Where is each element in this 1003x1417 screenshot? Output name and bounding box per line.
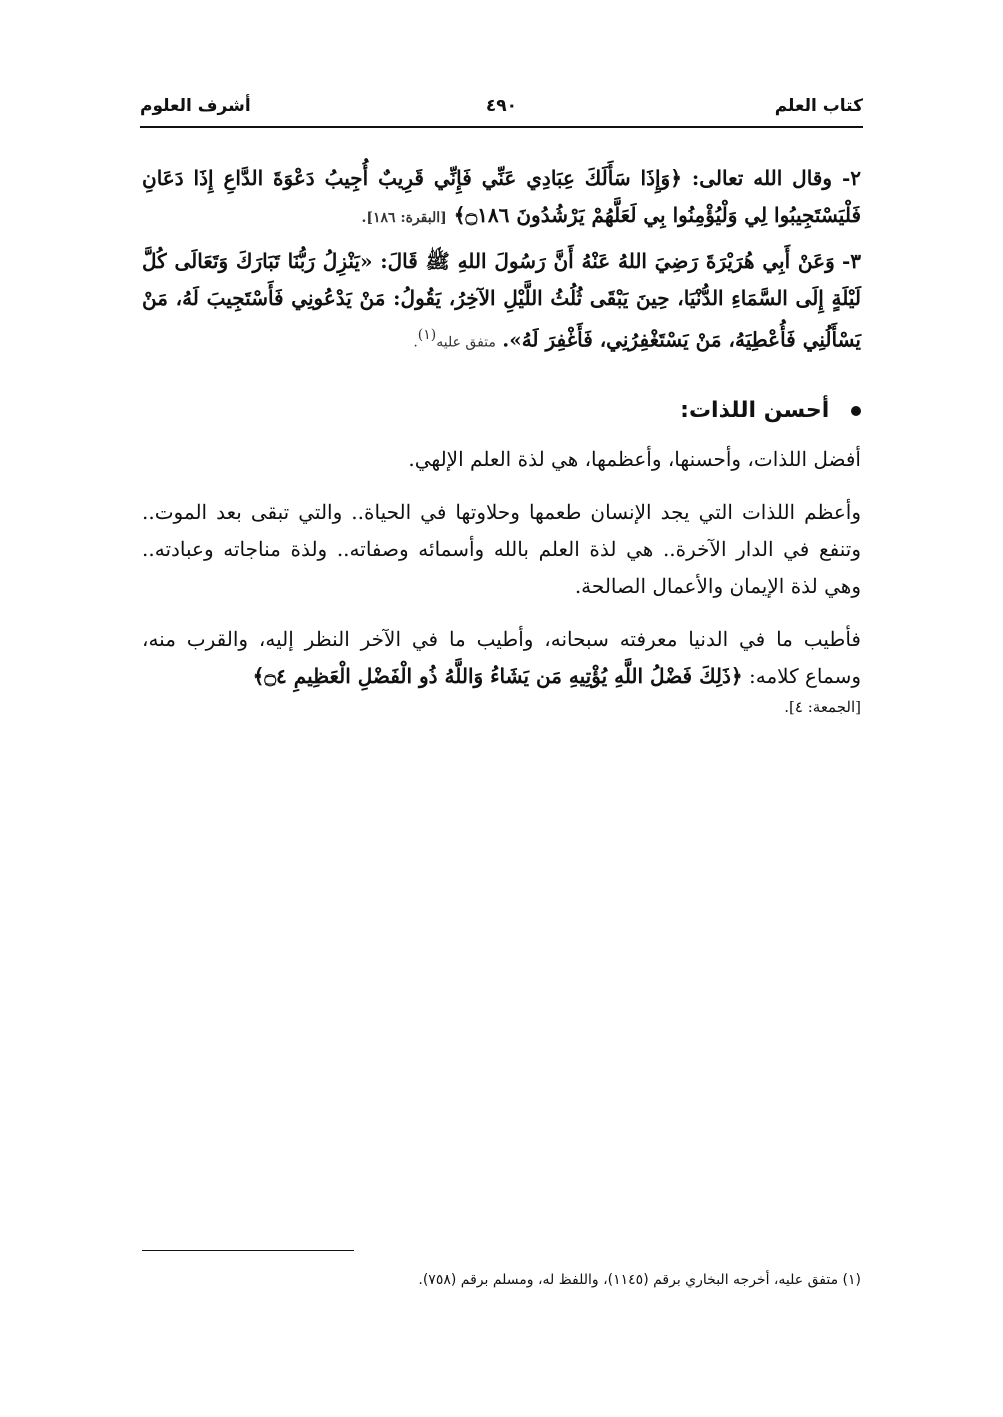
item-number: ٣- — [841, 249, 862, 273]
verse-citation: [البقرة: ١٨٦]. — [361, 210, 447, 226]
hadith-paragraph-3 — [142, 243, 861, 362]
section-heading-text: أحسن اللذات: — [680, 397, 830, 423]
section-paragraph-1: أفضل اللذات، وأحسنها، وأعظمها، هي لذة العلم الإلهي. — [408, 446, 861, 471]
item-number: ٢- — [841, 166, 862, 190]
paragraph-intro: فأطيب ما في الدنيا معرفته سبحانه، وأطيب ما في الآخر النظر إليه، والقرب منه، وسماع كلامه: — [142, 626, 861, 688]
verse-citation: [الجمعة: ٤]. — [784, 697, 861, 716]
footnote-marker: (١) — [417, 327, 437, 343]
section-heading — [142, 398, 861, 423]
section-paragraph-2: وأعظم اللذات التي يجد الإنسان طعمها وحلاوتها في الحياة.. والتي تبقى بعد الموت.. وتنفع في الدار الآخرة.. هي لذة العلم بالله وأسمائه وصفاته.. ولذة مناجاته وعبادته.. وهي لذة الإيمان والأعمال الصالحة. — [142, 499, 861, 598]
verse-paragraph-2 — [142, 160, 861, 237]
hadith-end: . — [413, 334, 418, 351]
footnote: (١) متفق عليه، أخرجه البخاري برقم (١١٤٥)، واللفظ له، ومسلم برقم (٧٥٨). — [418, 1272, 861, 1288]
header-divider — [140, 126, 863, 128]
quran-verse: ﴿ذَلِكَ فَضْلُ اللَّهِ يُؤْتِيهِ مَن يَشَاءُ وَاللَّهُ ذُو الْفَضْلِ الْعَظِيمِ ۝٤﴾ — [252, 663, 743, 688]
chapter-title: كتاب العلم — [774, 96, 863, 116]
footnote-divider — [142, 1250, 354, 1251]
hadith-source: متفق عليه — [436, 334, 496, 351]
book-title: أشرف العلوم — [140, 96, 251, 116]
bullet-icon — [851, 406, 861, 416]
hadith-text: وَعَنْ أَبِي هُرَيْرَةَ رَضِيَ اللهُ عَنْهُ أَنَّ رَسُولَ اللهِ ﷺ قَالَ: «يَنْزِلُ رَبُّنَا تَبَارَكَ وَتَعَالَى كُلَّ لَيْلَةٍ إِلَى السَّمَاءِ الدُّنْيَا، حِينَ يَبْقَى ثُلُثُ اللَّيْلِ الآخِرُ، يَقُولُ: مَنْ يَدْعُونِي فَأَسْتَجِيبَ لَهُ، مَنْ يَسْأَلُنِي فَأُعْطِيَهُ، مَنْ يَسْتَغْفِرُنِي، فَأَغْفِرَ لَهُ». — [142, 249, 861, 352]
section-paragraph-3 — [142, 621, 861, 695]
page-header — [140, 96, 863, 130]
main-text — [142, 160, 861, 719]
page-number: ٤٩٠ — [485, 96, 518, 116]
verse-intro: وقال الله تعالى: — [691, 166, 833, 190]
quran-verse: ﴿وَإِذَا سَأَلَكَ عِبَادِي عَنِّي فَإِنِّي قَرِيبٌ أُجِيبُ دَعْوَةَ الدَّاعِ إِذَا دَعَانِ فَلْيَسْتَجِيبُوا لِي وَلْيُؤْمِنُوا بِي لَعَلَّهُمْ يَرْشُدُونَ ۝١٨٦﴾ — [142, 166, 861, 227]
